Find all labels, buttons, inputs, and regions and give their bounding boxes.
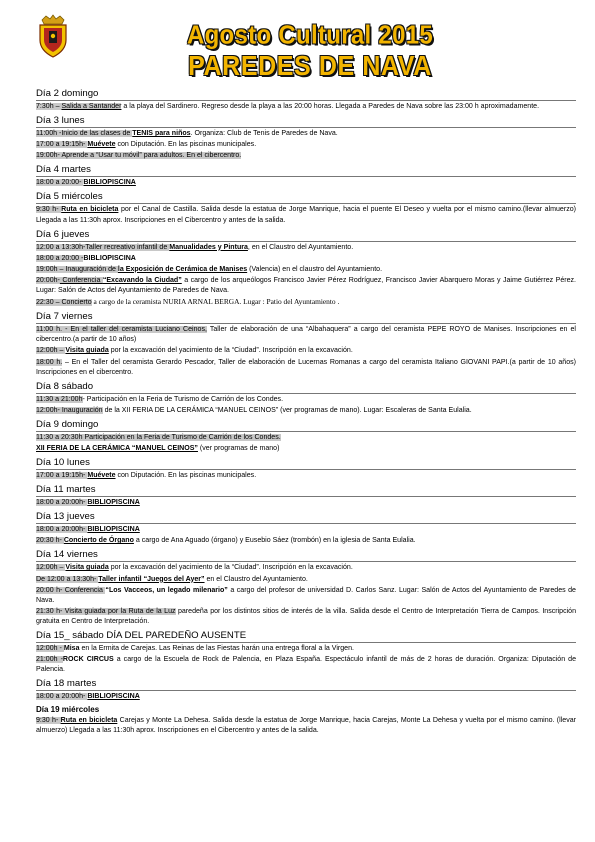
event-title: “Excavando la Ciudad” — [102, 276, 182, 284]
event-time: 21:30 h- Visita guiada por la Ruta de la Luz — [36, 607, 176, 615]
event — [36, 265, 576, 275]
day-heading: Día 18 martes — [36, 676, 576, 691]
event-text: Carejas y Monte La Dehesa. Salida desde la estatua de Jorge Manrique, hacia Carejas, Monte La Dehesa y vuelta por el mismo camino. (llevar almuerzo) Llegada a las 11:30h aprox. Inscripciones en el Cibercentro y antes de la salida. — [36, 717, 576, 735]
event-time: 18:00 a 20:00h- — [36, 499, 88, 507]
event-title: Misa — [63, 645, 80, 652]
event-text: a cargo de la ceramista NURIA ARNAL BERGA. Lugar : Patio del Ayuntamiento . — [91, 297, 340, 307]
event-time: 11:30 a 21:00h — [36, 395, 83, 403]
event-text: Aprende a “Usar tu móvil” para adultos. En el cibercentro. — [61, 152, 242, 160]
event — [36, 692, 576, 702]
event — [36, 498, 576, 508]
event — [36, 276, 576, 296]
event-time: 20:00 h- Conferencia — [36, 586, 106, 594]
event — [36, 346, 576, 356]
event-time: 11:30 a 20:30h Participación en la Feria de Turismo de Carrión de los Condes. — [36, 433, 281, 441]
event-title: BIBLIOPISCINA — [87, 499, 140, 507]
event-title: Muévete — [87, 472, 116, 480]
event-text: a cargo del profesor de universidad D. Carlos Sanz. Lugar: Salón de Actos del Ayuntamiento de Paredes de Nava. — [36, 586, 576, 604]
event-title: Ruta en bicicleta — [61, 206, 119, 214]
day-block — [36, 482, 576, 508]
day-heading: Día 14 viernes — [36, 547, 576, 562]
event-time: 12:00h — [36, 564, 58, 572]
event-text: en la Ermita de Carejas. Las Reinas de las Fiestas harán una entrega floral a la Virgen. — [79, 645, 354, 652]
day-block — [36, 227, 576, 309]
event-text: paredeña por los distintos sitios de interés de la villa. Salida desde el Centro de Interpretación Tierra de Campos. Inscripción gratuita en Centro de Interpretación. — [36, 607, 577, 625]
event-title: ROCK CIRCUS — [62, 656, 114, 664]
event-time: 7:30h – — [36, 103, 62, 110]
event-time: 19:00h — [36, 265, 58, 273]
event — [36, 129, 576, 139]
event — [36, 655, 576, 675]
day-block — [36, 113, 576, 161]
event-text: a cargo de los arqueólogos Francisco Javier Pérez Rodríguez, Francisco Javier Abarquero Moras y Jaime Gutiérrez Pérez. Lugar: Salón de Actos del Ayuntamiento de Paredes de Nava. — [36, 276, 577, 295]
event-text: Taller de elaboración de una “Albahaquera” a cargo del ceramista PEPE ROYO de Manises. Inscripciones en el cibercentro.(a partir de 10 años) — [36, 326, 576, 344]
day-heading: Día 6 jueves — [36, 227, 576, 242]
event — [36, 644, 576, 654]
day-block — [36, 417, 576, 454]
event-time: 18:00 a 20:00h- — [36, 526, 88, 534]
event-text: por el Canal de Castilla. Salida desde la estatua de Jorge Manrique, hacia el puente El Deseo y vuelta por el mismo camino.(llevar almuerzo) Llegada a las 11:30h aprox. Inscripciones en el Cibercentro y antes de la salida. — [36, 206, 576, 224]
event-time: 19:00h- — [36, 152, 62, 160]
event-time: 17:00 a 19:15h- — [36, 472, 88, 480]
event-text: con Diputación. En las piscinas municipales. — [115, 141, 257, 149]
title-line-2: PAREDES DE NAVA — [188, 50, 432, 82]
event — [36, 358, 576, 378]
day-heading: Día 7 viernes — [36, 309, 576, 324]
event-title: XII FERIA DE LA CERÁMICA “MANUEL CEINOS” — [36, 444, 198, 452]
event-title: Visita guiada — [65, 564, 109, 572]
event-text: por la excavación del yacimiento de la “Ciudad”. Inscripción en la excavación. — [108, 564, 353, 572]
event-time: 18:00 a 20:00 - — [36, 254, 84, 262]
event-title: BIBLIOPISCINA — [87, 693, 140, 701]
event — [36, 395, 576, 405]
event-title: Concierto de Órgano — [63, 537, 134, 545]
day-heading: Día 8 sábado — [36, 379, 576, 394]
day-block — [36, 509, 576, 546]
event-pre: Inicio de las clases de — [61, 130, 133, 138]
title-line-1: Agosto Cultural 2015 — [186, 20, 434, 51]
day-block — [36, 628, 576, 675]
event — [36, 140, 576, 150]
event-title: “Los Vacceos, un legado milenario” — [105, 586, 228, 594]
event — [36, 297, 576, 308]
day-block — [36, 455, 576, 481]
event-title: la Exposición de Cerámica de Manises — [117, 265, 248, 273]
event — [36, 254, 576, 264]
day-heading: Día 11 martes — [36, 482, 576, 497]
event-time: 12:00h- Inauguración — [36, 406, 103, 414]
event-text: con Diputación. En las piscinas municipales. — [115, 472, 257, 480]
day-heading: Día 13 jueves — [36, 509, 576, 524]
day-heading: Día 15_ sábado DÍA DEL PAREDEÑO AUSENTE — [36, 628, 576, 643]
program-list — [36, 86, 576, 738]
event-time: 21:00h - — [36, 656, 63, 664]
event-title: Taller infantil “Juegos del Ayer” — [98, 575, 205, 583]
event — [36, 607, 576, 627]
day-block — [36, 379, 576, 416]
event — [36, 102, 576, 112]
event-text: de la XII FERIA DE LA CERÁMICA “MANUEL CEINOS” (ver programas de mano). Lugar: Escaleras de Santa Eulalia. — [102, 406, 472, 414]
event — [36, 243, 576, 253]
event-title: Salida a Santander — [61, 103, 122, 110]
day-heading: Día 19 miércoles — [36, 705, 100, 715]
event-text: (Valencia) en el claustro del Ayuntamiento. — [247, 265, 383, 273]
event-time: 18:00 a 20:00h- — [36, 693, 88, 701]
day-heading: Día 10 lunes — [36, 455, 576, 470]
event-pre: Taller recreativo infantil de — [85, 243, 170, 251]
event-text: en el Claustro del Ayuntamiento. — [204, 575, 308, 583]
event — [36, 536, 576, 546]
event-text: a cargo de Ana Aguado (órgano) y Eusebio Sáez (trombón) en la iglesia de Santa Eulalia. — [133, 537, 416, 545]
event — [36, 471, 576, 481]
day-heading: Día 4 martes — [36, 162, 576, 177]
day-block — [36, 309, 576, 377]
event-title: Ruta en bicicleta — [60, 717, 118, 725]
event-text: – En el Taller del ceramista Gerardo Pescador, Taller de elaboración de Lucernas Romanas a cargo del ceramista Italiano GIOVANI PAPI.(a partir de 10 años) Inscripciones en el cibercentro. — [36, 358, 576, 376]
event — [36, 178, 576, 188]
event-time: 11:00 h. - En el taller del ceramista Luciano Ceinos, — [36, 326, 207, 334]
event-text: , en el Claustro del Ayuntamiento. — [247, 243, 354, 251]
event — [36, 151, 576, 161]
event — [36, 563, 576, 573]
event-pre: – — [57, 564, 66, 572]
event-time: 12:00h - — [36, 645, 64, 652]
event-time: 18:00 a 20:00- — [36, 179, 84, 187]
event-time: 20:00h- — [36, 276, 60, 284]
event-title: BIBLIOPISCINA — [87, 526, 140, 534]
event-pre: – Inauguración de — [57, 265, 118, 273]
event — [36, 325, 576, 345]
event — [36, 433, 576, 443]
event-pre: Conferencia — [59, 276, 103, 284]
event-time: 9:30 h- — [36, 717, 61, 725]
day-block — [36, 86, 576, 112]
event — [36, 205, 576, 225]
day-heading: Día 9 domingo — [36, 417, 576, 432]
day-block — [36, 189, 576, 225]
event-time: 18:00 h. — [36, 358, 63, 366]
event-time: 11:00h - — [36, 130, 62, 138]
event-title: BIBLIOPISCINA — [83, 254, 136, 262]
event-time: 22:30 – Concierto — [36, 299, 92, 307]
event — [36, 525, 576, 535]
event-time: 9:30 h- — [36, 206, 62, 214]
event — [36, 444, 576, 454]
day-heading: Día 5 miércoles — [36, 189, 576, 204]
event-text: a cargo de la Escuela de Rock de Palencia, en Plaza España. Espectáculo infantil de más de 2 horas de duración. Organiza: Diputación de Palencia. — [36, 656, 576, 674]
event — [36, 716, 576, 736]
event-time: 12:00 a 13:30h- — [36, 243, 86, 251]
event-time: 20:30 h- — [36, 537, 64, 545]
day-block — [36, 547, 576, 627]
day-heading: Día 3 lunes — [36, 113, 576, 128]
event — [36, 586, 576, 606]
event — [36, 575, 576, 585]
event-text: - Participación en la Feria de Turismo de Carrión de los Condes. — [82, 395, 284, 403]
event-time: 17:00 a 19:15h- — [36, 141, 88, 149]
event-pre: – — [57, 347, 66, 355]
event — [36, 406, 576, 416]
day-block — [36, 162, 576, 188]
coat-of-arms-icon — [36, 14, 70, 58]
day-block — [36, 703, 576, 736]
event-text: por la excavación del yacimiento de la “Ciudad”. Inscripción en la excavación. — [108, 347, 353, 355]
event-title: TENIS para niños — [132, 130, 191, 138]
event-text: . Organiza: Club de Tenis de Paredes de Nava. — [190, 130, 338, 138]
event-title: BIBLIOPISCINA — [83, 179, 136, 187]
day-heading: Día 2 domingo — [36, 86, 576, 101]
event-text: (ver programas de mano) — [197, 444, 280, 452]
event-time: De 12:00 a 13:30h- — [36, 575, 99, 583]
event-text: a la playa del Sardinero. Regreso desde la playa a las 20:00 horas. Llegada a Paredes de Nava sobre las 23:00 h aproximadamente. — [121, 103, 540, 110]
day-block — [36, 676, 576, 702]
event-title: Muévete — [87, 141, 116, 149]
event-title: Visita guiada — [65, 347, 109, 355]
event-time: 12:00h — [36, 347, 58, 355]
event-title: Manualidades y Pintura — [169, 243, 248, 251]
